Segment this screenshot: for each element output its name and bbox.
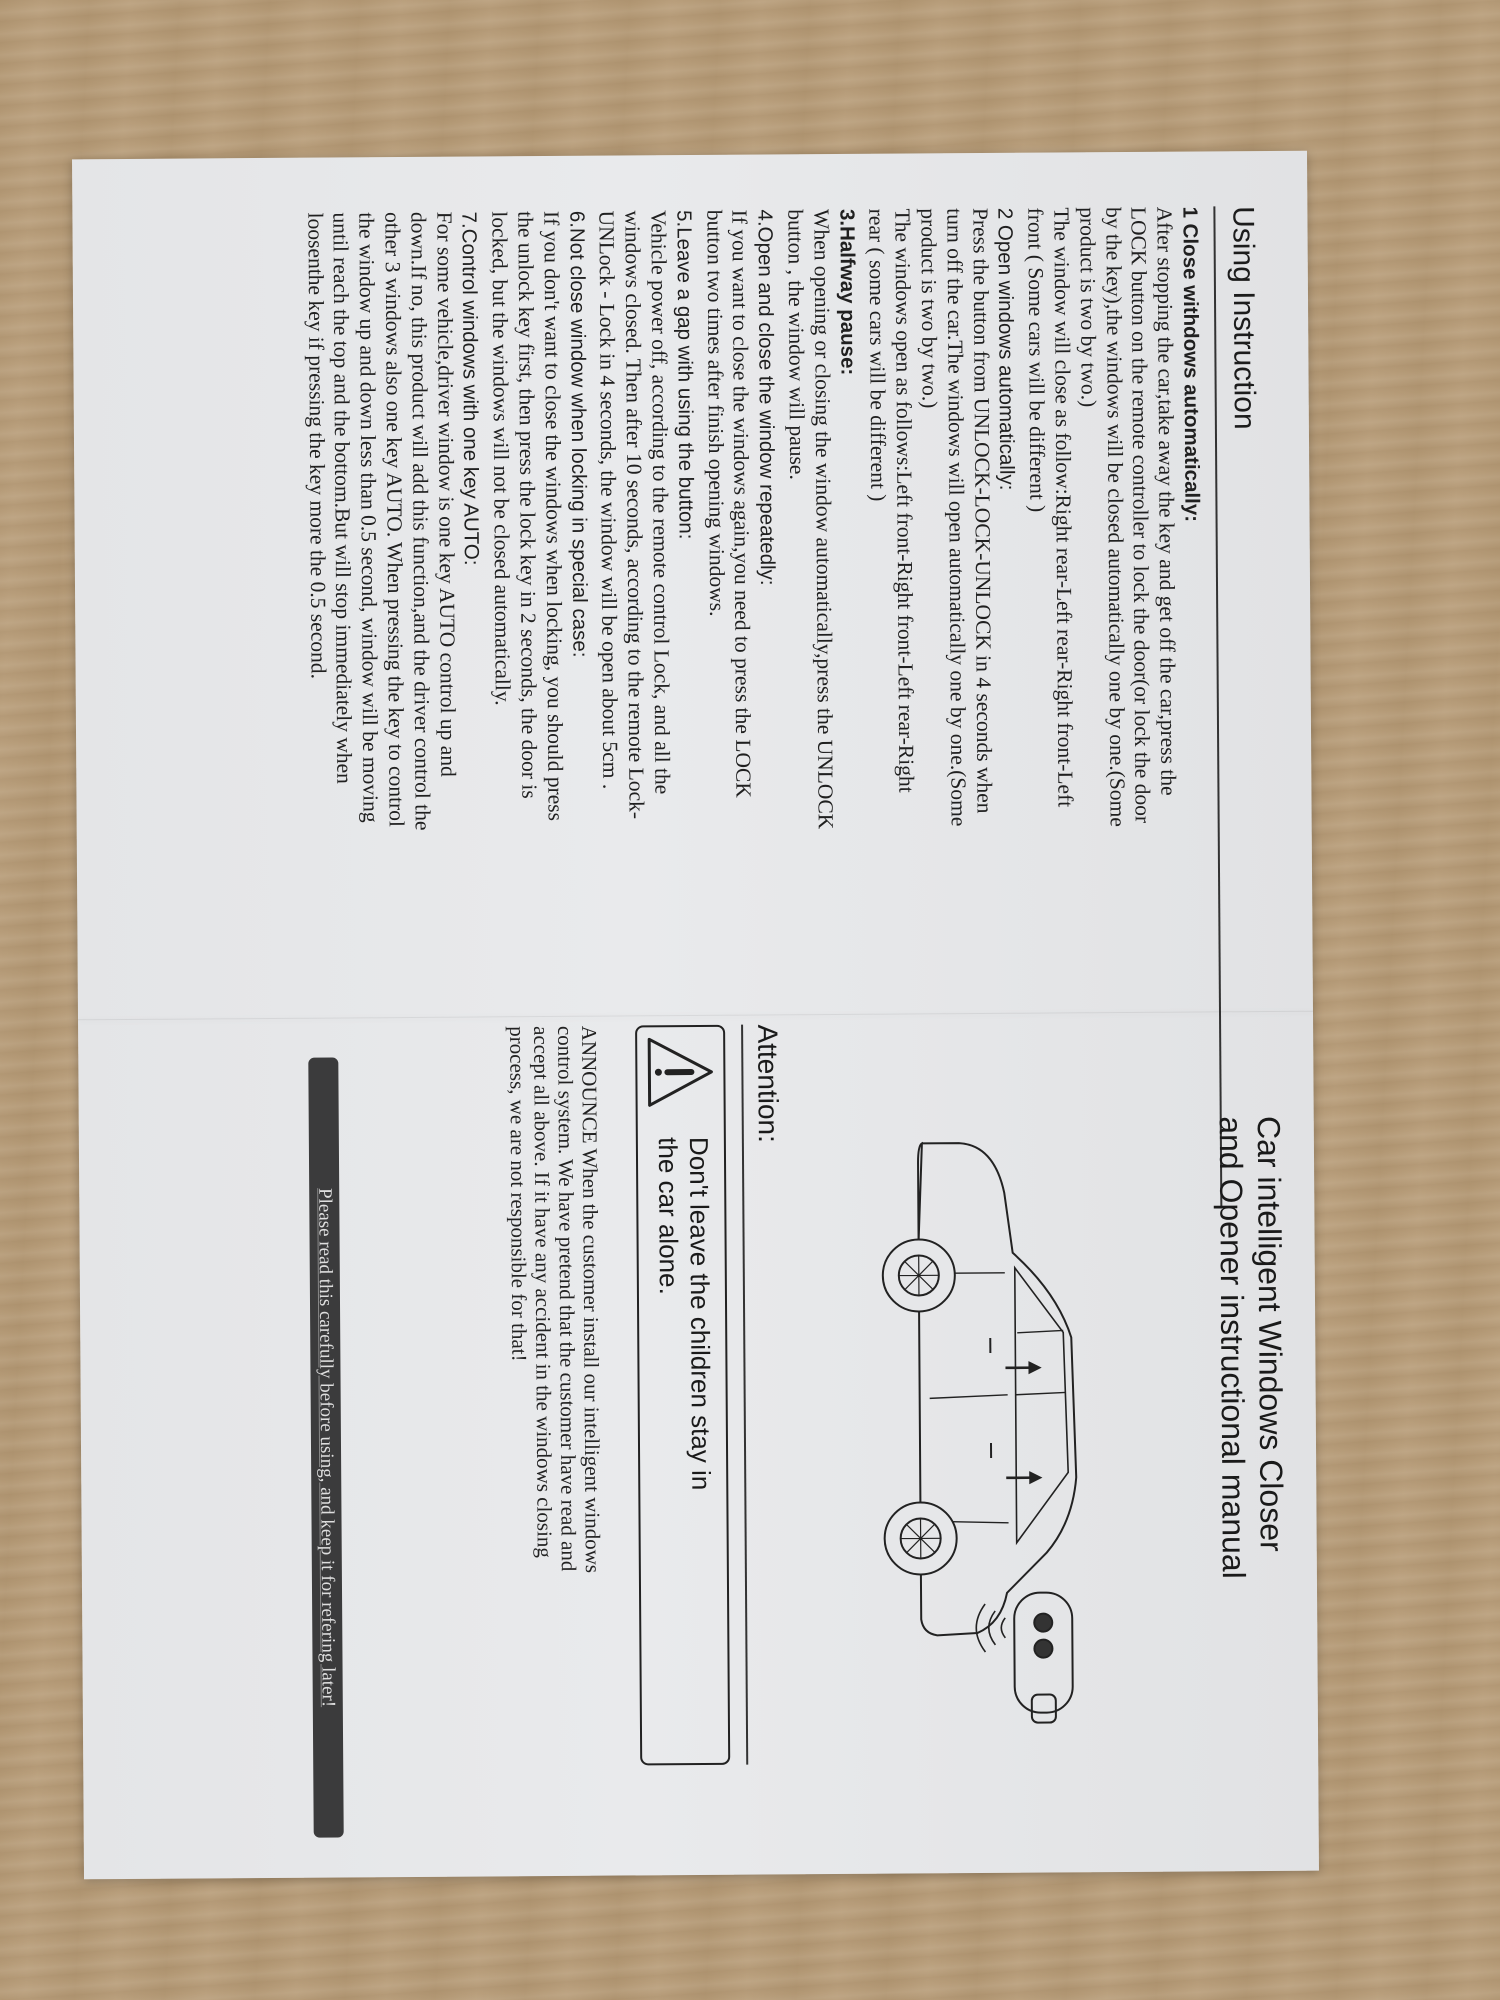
instruction-line: After stopping the car,take away the key and get off the car,press the — [1152, 206, 1181, 796]
instruction-title: 4.Open and close the window repeatedly: — [753, 209, 780, 586]
instruction-leaflet — [72, 151, 1319, 1880]
remote-key-icon — [976, 1592, 1073, 1723]
instruction-line: the window up and down less than 0.5 second, window will be moving — [354, 212, 383, 823]
manual-title — [1212, 1116, 1293, 1807]
instruction-line: windows closed. Then after 10 seconds, according to the remote Lock- — [620, 210, 649, 820]
cover-panel — [78, 1011, 1319, 1880]
instruction-line: button , the window will pause. — [783, 209, 810, 480]
car-wheel — [883, 1239, 956, 1312]
warning-line: Don't leave the children stay in — [683, 1136, 717, 1491]
title-line: and Opener instructional manual — [1212, 1116, 1252, 1579]
announce-line: ANNOUNCE When the customer install our intelligent windows — [577, 1025, 605, 1574]
warning-line: the car alone. — [652, 1137, 684, 1295]
instruction-title: 3.Halfway pause: — [835, 208, 860, 376]
instruction-line: If you don't want to close the windows when locking, you should press — [539, 210, 568, 822]
announce-line: accept all above. If it have any accident in the windows closing — [529, 1025, 557, 1558]
instruction-title: 6.Not close window when locking in special case: — [565, 210, 592, 658]
instruction-line: UNLock - Lock in 4 seconds, the window will be open about 5cm . — [594, 210, 623, 790]
instruction-title: 1 Close withdows automatically: — [1178, 206, 1204, 523]
attention-underline — [741, 1025, 748, 1765]
instruction-title: 5.Leave a gap with using the button: — [672, 209, 698, 540]
warning-text — [652, 1137, 718, 1757]
instruction-line: The windows open as follows:Left front-Right front-Left rear-Right — [890, 208, 919, 793]
instruction-line: button two times after finish opening windows. — [702, 209, 729, 617]
instruction-line: loosenthe key if pressing the key more the 0.5 second. — [303, 212, 331, 680]
announce-paragraph — [505, 1026, 606, 1767]
instruction-line: When opening or closing the window automatically,press the UNLOCK — [809, 209, 838, 830]
instruction-line: by the key),the windows will be closed automatically one by one.(Some — [1100, 206, 1130, 827]
section-heading: Using Instruction — [1226, 206, 1261, 430]
title-line: Car intelligent Windows Closer — [1250, 1115, 1290, 1552]
car-wheel — [884, 1502, 957, 1575]
instruction-title: 2 Open windows automatically: — [993, 207, 1019, 491]
announce-line: process, we are not responsible for that! — [505, 1026, 532, 1362]
leaflet-content — [72, 151, 1319, 1880]
instruction-line: locked, but the windows will not be closed automatically. — [487, 211, 516, 706]
car-illustration — [844, 1122, 1179, 1784]
instruction-title: 7.Control windows with one key AUTO: — [457, 211, 484, 566]
instruction-line: The window will close as follow:Right rear-Left rear-Right front-Left — [1049, 207, 1078, 808]
instruction-line: For some vehicle,driver window is one key AUTO control up and — [432, 211, 461, 777]
instruction-panel — [72, 151, 1313, 1020]
footer-banner: Please read this carefully before using, and keep it for refering later! — [308, 1057, 343, 1837]
instruction-line: front ( Some cars will be different ) — [1023, 207, 1050, 513]
instruction-line: product is two by two.) — [1075, 207, 1101, 408]
instruction-line: LOCK button on the remote controller to lock the door(or lock the door — [1126, 206, 1156, 824]
warning-box — [635, 1025, 730, 1766]
instruction-line: until reach the top and the bottom.But will stop immediately when — [328, 212, 357, 784]
instruction-line: down.If no, this product will add this function,and the driver control the — [406, 211, 435, 831]
instruction-line: Vehicle power off, according to the remote control Lock, and all the — [646, 210, 675, 795]
instruction-line: turn off the car.The windows will open automatically one by one.(Some — [942, 208, 971, 827]
warning-triangle-icon — [641, 1035, 718, 1110]
instruction-line: other 3 windows also one key AUTO. When pressing the key to control — [380, 212, 409, 828]
instruction-line: the unlock key first, then press the lock key in 2 seconds, the door is — [513, 211, 542, 799]
attention-heading: Attention: — [752, 1024, 784, 1143]
instruction-line: product is two by two.) — [916, 208, 942, 409]
instruction-line: If you want to close the windows again,you need to press the LOCK — [727, 209, 756, 798]
announce-line: control system. We have pretend that the customer have read and — [553, 1025, 581, 1572]
instruction-line: Press the button from UNLOCK-LOCK-UNLOCK in 4 seconds when — [967, 207, 997, 814]
instruction-line: rear ( some cars will be different ) — [864, 208, 891, 502]
